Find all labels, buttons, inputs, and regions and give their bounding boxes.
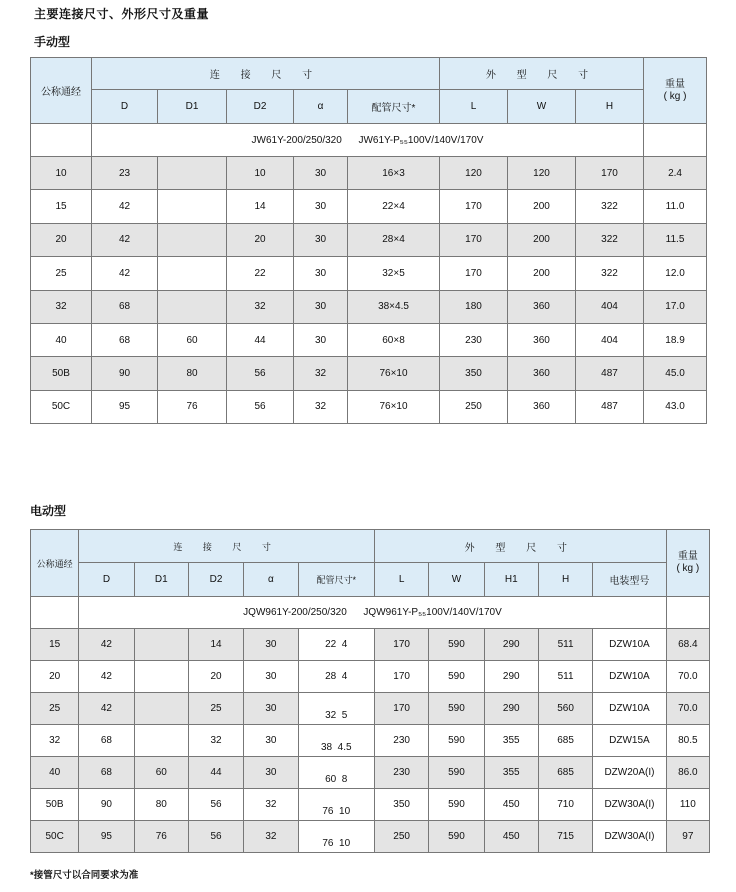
cell-pipe: 76×10 [348,357,440,390]
header-weight: 重量 ( kg ) [644,58,707,124]
cell-alpha: 30 [244,629,298,661]
cell-h: 710 [538,789,592,821]
cell-d1 [158,257,227,290]
cell-dn: 15 [31,629,79,661]
cell-l: 170 [374,629,428,661]
cell-w: 360 [508,357,576,390]
cell-d2: 25 [188,693,243,725]
cell-dn: 50C [31,821,79,853]
electric-section-title: 电动型 [30,504,67,518]
cell-d2: 56 [188,789,243,821]
table-row [31,693,710,725]
cell-act: DZW10A [593,661,666,693]
model-row-empty [644,124,707,157]
cell-d2: 20 [188,661,243,693]
footnote: *接管尺寸以合同要求为准 [30,870,139,881]
cell-dn: 50B [31,357,92,390]
column-header: W [429,563,484,597]
cell-alpha: 32 [244,789,298,821]
cell-d2: 20 [227,223,294,256]
column-header: L [440,90,508,124]
cell-kg: 70.0 [666,661,709,693]
column-header: H [576,90,644,124]
cell-kg: 68.4 [666,629,709,661]
cell-h1: 355 [484,757,538,789]
cell-l: 230 [374,725,428,757]
cell-h: 685 [538,725,592,757]
cell-d: 90 [92,357,158,390]
cell-d: 90 [79,789,134,821]
header-outline-dims: 外 型 尺 寸 [440,58,644,90]
cell-d: 42 [79,629,134,661]
cell-pipe: 76 10 [298,789,374,821]
cell-act: DZW30A(I) [593,821,666,853]
cell-pipe: 76×10 [348,390,440,423]
header-outline-dims: 外 型 尺 寸 [374,530,666,563]
cell-d1: 60 [158,323,227,356]
cell-d1 [134,693,188,725]
cell-dn: 32 [31,290,92,323]
cell-d1: 76 [158,390,227,423]
cell-alpha: 30 [294,257,348,290]
column-header: 配管尺寸* [298,563,374,597]
cell-h: 404 [576,290,644,323]
cell-d1: 80 [134,789,188,821]
cell-h: 487 [576,357,644,390]
column-header: L [374,563,428,597]
cell-alpha: 30 [294,157,348,190]
cell-dn: 32 [31,725,79,757]
cell-dn: 10 [31,157,92,190]
cell-d1 [134,725,188,757]
cell-dn: 25 [31,257,92,290]
cell-d: 42 [79,693,134,725]
cell-h: 487 [576,390,644,423]
cell-alpha: 30 [244,725,298,757]
cell-pipe: 28×4 [348,223,440,256]
table-row [31,390,707,423]
cell-d1: 60 [134,757,188,789]
column-header: W [508,90,576,124]
cell-kg: 18.9 [644,323,707,356]
cell-act: DZW15A [593,725,666,757]
cell-h1: 450 [484,821,538,853]
cell-kg: 11.0 [644,190,707,223]
cell-l: 170 [440,257,508,290]
cell-d: 95 [79,821,134,853]
cell-h1: 450 [484,789,538,821]
cell-act: DZW10A [593,693,666,725]
cell-h1: 290 [484,693,538,725]
cell-l: 250 [374,821,428,853]
cell-d1 [158,190,227,223]
cell-kg: 2.4 [644,157,707,190]
column-header: D1 [158,90,227,124]
cell-d: 23 [92,157,158,190]
cell-d: 68 [92,290,158,323]
cell-d2: 32 [227,290,294,323]
table-row [31,629,710,661]
cell-l: 120 [440,157,508,190]
cell-pipe: 22 4 [298,629,374,661]
cell-d2: 14 [188,629,243,661]
model-row-empty [31,597,79,629]
cell-w: 590 [429,789,484,821]
cell-w: 360 [508,390,576,423]
cell-d2: 22 [227,257,294,290]
cell-d: 42 [92,190,158,223]
cell-d1 [134,629,188,661]
table-row [31,357,707,390]
cell-alpha: 30 [244,757,298,789]
table-row [31,661,710,693]
column-header: D2 [227,90,294,124]
header-nominal-dn: 公称通经 [31,58,92,124]
cell-h: 322 [576,223,644,256]
column-header: D2 [188,563,243,597]
cell-alpha: 32 [294,357,348,390]
cell-pipe: 60 8 [298,757,374,789]
cell-h: 511 [538,661,592,693]
cell-pipe: 32×5 [348,257,440,290]
column-header: α [244,563,298,597]
table-row [31,257,707,290]
cell-d2: 44 [188,757,243,789]
table-row [31,789,710,821]
model-line: JW61Y-200/250/320 JW61Y-P₅₅100V/140V/170V [92,124,644,157]
model-line: JQW961Y-200/250/320 JQW961Y-P₅₅100V/140V/170V [79,597,666,629]
cell-act: DZW20A(I) [593,757,666,789]
cell-h: 511 [538,629,592,661]
page-title: 主要连接尺寸、外形尺寸及重量 [34,7,210,21]
cell-w: 360 [508,290,576,323]
cell-w: 200 [508,223,576,256]
cell-d1 [158,223,227,256]
header-connection-dims: 连 接 尺 寸 [92,58,440,90]
table-row [31,190,707,223]
cell-w: 590 [429,693,484,725]
cell-l: 180 [440,290,508,323]
header-weight: 重量 ( kg ) [666,530,709,597]
cell-w: 200 [508,257,576,290]
cell-dn: 25 [31,693,79,725]
cell-kg: 86.0 [666,757,709,789]
cell-kg: 11.5 [644,223,707,256]
table-row [31,223,707,256]
column-header: H1 [484,563,538,597]
table-row [31,757,710,789]
cell-alpha: 30 [294,323,348,356]
electric-spec-table [30,529,710,853]
cell-d2: 14 [227,190,294,223]
model-row-empty [31,124,92,157]
cell-d1 [158,157,227,190]
cell-d: 68 [92,323,158,356]
cell-dn: 15 [31,190,92,223]
cell-d2: 10 [227,157,294,190]
cell-d: 68 [79,757,134,789]
cell-pipe: 76 10 [298,821,374,853]
column-header: D [79,563,134,597]
cell-kg: 110 [666,789,709,821]
manual-spec-table [30,57,707,424]
cell-dn: 40 [31,757,79,789]
column-header: D [92,90,158,124]
cell-kg: 80.5 [666,725,709,757]
cell-alpha: 32 [244,821,298,853]
cell-pipe: 38×4.5 [348,290,440,323]
cell-dn: 20 [31,223,92,256]
cell-d2: 32 [188,725,243,757]
cell-d: 42 [92,257,158,290]
cell-w: 200 [508,190,576,223]
cell-d1: 76 [134,821,188,853]
table-row [31,725,710,757]
cell-h: 322 [576,190,644,223]
cell-kg: 70.0 [666,693,709,725]
cell-h1: 290 [484,661,538,693]
cell-pipe: 32 5 [298,693,374,725]
cell-l: 350 [374,789,428,821]
cell-d2: 56 [227,390,294,423]
table-row [31,290,707,323]
column-header: 配管尺寸* [348,90,440,124]
cell-l: 170 [374,661,428,693]
cell-d: 42 [92,223,158,256]
header-connection-dims: 连 接 尺 寸 [79,530,375,563]
cell-alpha: 30 [294,223,348,256]
model-row-empty [666,597,709,629]
cell-kg: 97 [666,821,709,853]
cell-w: 590 [429,821,484,853]
cell-w: 590 [429,725,484,757]
cell-act: DZW30A(I) [593,789,666,821]
header-nominal-dn: 公称通经 [31,530,79,597]
cell-alpha: 30 [244,693,298,725]
cell-alpha: 30 [294,290,348,323]
cell-pipe: 28 4 [298,661,374,693]
cell-kg: 45.0 [644,357,707,390]
cell-h1: 355 [484,725,538,757]
cell-w: 360 [508,323,576,356]
cell-kg: 43.0 [644,390,707,423]
cell-l: 170 [374,693,428,725]
cell-h: 685 [538,757,592,789]
cell-h1: 290 [484,629,538,661]
cell-l: 250 [440,390,508,423]
cell-act: DZW10A [593,629,666,661]
cell-h: 322 [576,257,644,290]
cell-d2: 56 [227,357,294,390]
manual-section-title: 手动型 [34,35,71,49]
column-header: α [294,90,348,124]
cell-l: 230 [440,323,508,356]
cell-dn: 20 [31,661,79,693]
table-row [31,821,710,853]
table-row [31,323,707,356]
cell-dn: 50C [31,390,92,423]
cell-d1 [158,290,227,323]
cell-d1: 80 [158,357,227,390]
cell-kg: 12.0 [644,257,707,290]
cell-d: 68 [79,725,134,757]
cell-l: 170 [440,190,508,223]
cell-dn: 50B [31,789,79,821]
column-header: D1 [134,563,188,597]
cell-l: 230 [374,757,428,789]
cell-h: 170 [576,157,644,190]
cell-l: 170 [440,223,508,256]
cell-pipe: 38 4.5 [298,725,374,757]
cell-d1 [134,661,188,693]
cell-w: 120 [508,157,576,190]
cell-d: 95 [92,390,158,423]
cell-pipe: 16×3 [348,157,440,190]
cell-alpha: 32 [294,390,348,423]
cell-h: 404 [576,323,644,356]
column-header: 电装型号 [593,563,666,597]
cell-kg: 17.0 [644,290,707,323]
cell-d2: 44 [227,323,294,356]
cell-w: 590 [429,661,484,693]
cell-w: 590 [429,757,484,789]
cell-h: 560 [538,693,592,725]
cell-d: 42 [79,661,134,693]
cell-alpha: 30 [294,190,348,223]
cell-alpha: 30 [244,661,298,693]
cell-w: 590 [429,629,484,661]
cell-l: 350 [440,357,508,390]
cell-dn: 40 [31,323,92,356]
cell-d2: 56 [188,821,243,853]
table-row [31,157,707,190]
cell-h: 715 [538,821,592,853]
cell-pipe: 22×4 [348,190,440,223]
cell-pipe: 60×8 [348,323,440,356]
column-header: H [538,563,592,597]
